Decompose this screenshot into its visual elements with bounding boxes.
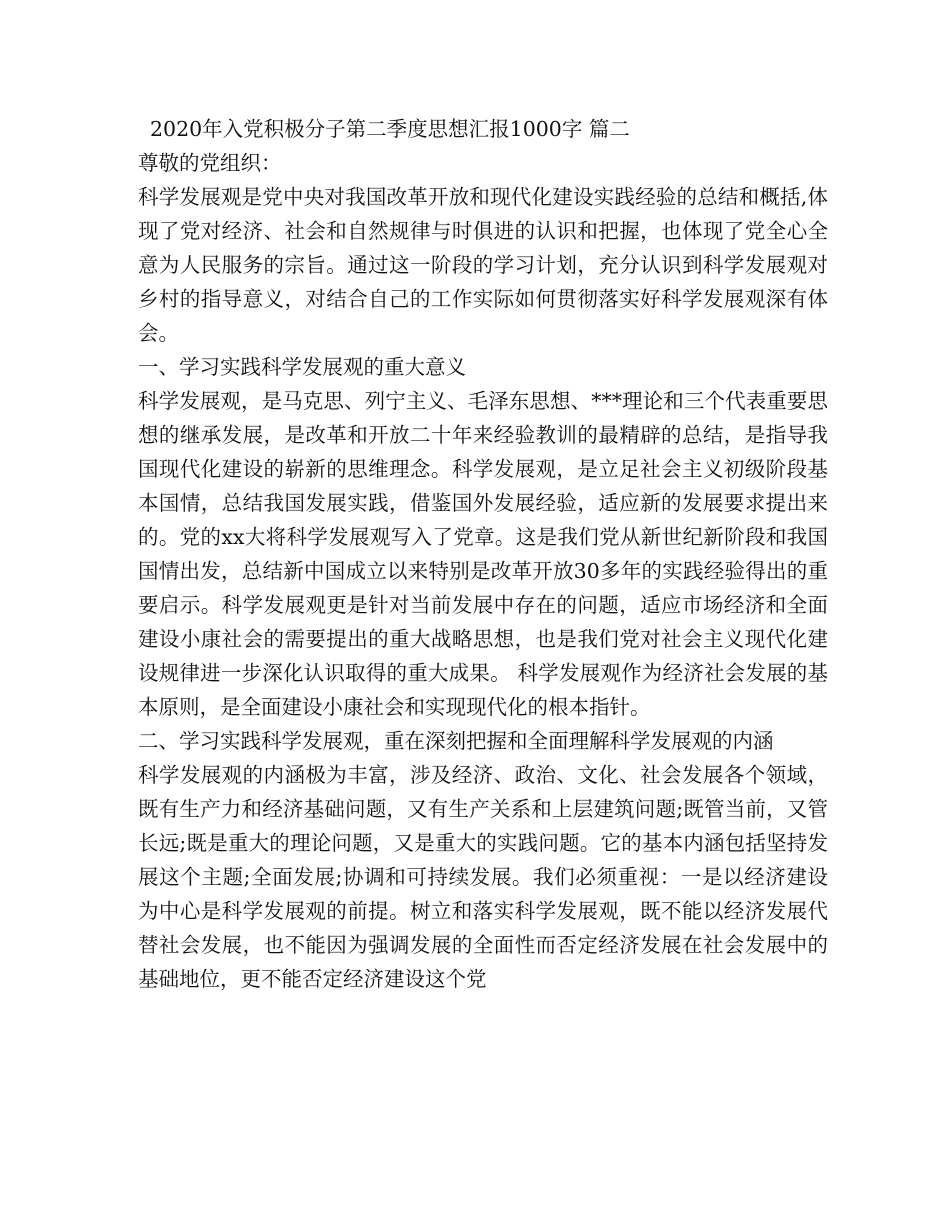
document-body — [138, 112, 828, 996]
paragraph: 科学发展观是党中央对我国改革开放和现代化建设实践经验的总结和概括,体现了党对经济、社会和自然规律与时俱进的认识和把握，也体现了党全心全意为人民服务的宗旨。通过这一阶段的学习计划，充分认识到科学发展观对乡村的指导意义，对结合自己的工作实际如何贯彻落实好科学发展观深有体会。 — [138, 185, 828, 345]
section-heading: 二、学习实践科学发展观，重在深刻把握和全面理解科学发展观的内涵 — [138, 729, 774, 753]
paragraph: 科学发展观的内涵极为丰富，涉及经济、政治、文化、社会发展各个领域，既有生产力和经济基础问题，又有生产关系和上层建筑问题;既管当前，又管长远;既是重大的理论问题，又是重大的实践问题。它的基本内涵包括坚持发展这个主题;全面发展;协调和可持续发展。我们必须重视：一是以经济建设为中心是科学发展观的前提。树立和落实科学发展观，既不能以经济发展代替社会发展，也不能因为强调发展的全面性而否定经济发展在社会发展中的基础地位，更不能否定经济建设这个党 — [138, 763, 828, 991]
paragraph: 科学发展观，是马克思、列宁主义、毛泽东思想、***理论和三个代表重要思想的继承发展，是改革和开放二十年来经验教训的最精辟的总结，是指导我国现代化建设的崭新的思维理念。科学发展观，是立足社会主义初级阶段基本国情，总结我国发展实践，借鉴国外发展经验，适应新的发展要求提出来的。党的xx大将科学发展观写入了党章。这是我们党从新世纪新阶段和我国国情出发，总结新中国成立以来特别是改革开放30多年的实践经验得出的重要启示。科学发展观更是针对当前发展中存在的问题，适应市场经济和全面建设小康社会的需要提出的重大战略思想，也是我们党对社会主义现代化建设规律进一步深化认识取得的重大成果。 科学发展观作为经济社会发展的基本原则，是全面建设小康社会和实现现代化的根本指针。 — [138, 389, 828, 719]
document-title: 2020年入党积极分子第二季度思想汇报1000字 篇二 — [150, 117, 630, 141]
section-heading: 一、学习实践科学发展观的重大意义 — [138, 355, 466, 379]
salutation: 尊敬的党组织： — [138, 151, 282, 175]
